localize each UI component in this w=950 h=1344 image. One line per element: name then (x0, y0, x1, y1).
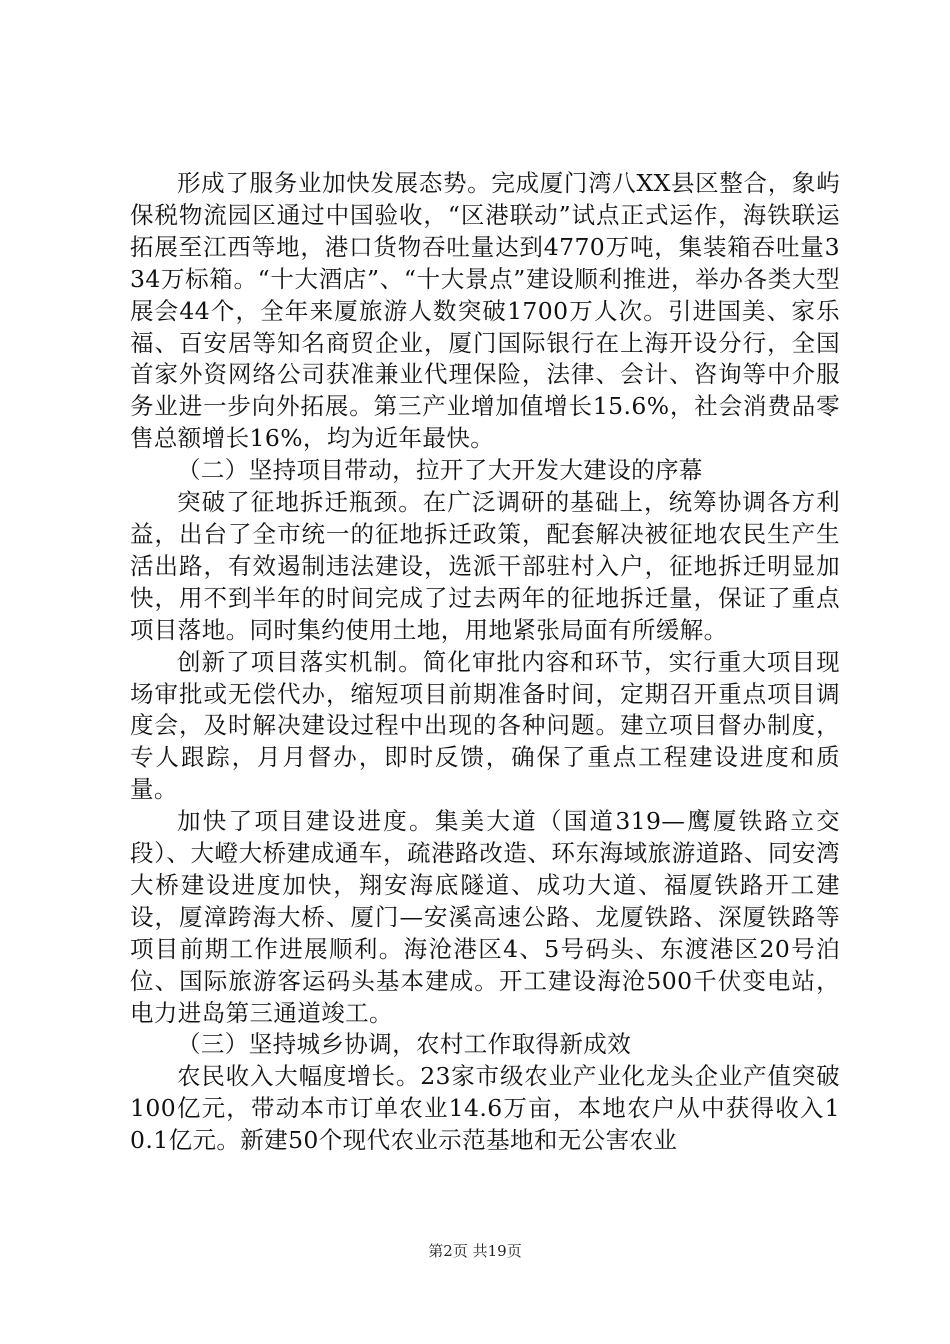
paragraph-land-acquisition: 突破了征地拆迁瓶颈。在广泛调研的基础上，统筹协调各方利益，出台了全市统一的征地拆迁政策，配套解决被征地农民生产生活出路，有效遏制违法建设，选派干部驻村入户，征地拆迁明显加快，用不到半年的时间完成了过去两年的征地拆迁量，保证了重点项目落地。同时集约使用土地，用地紧张局面有所缓解。 (130, 488, 840, 644)
paragraph-service-industry: 形成了服务业加快发展态势。完成厦门湾八XX县区整合，象屿保税物流园区通过中国验收，“区港联动”试点正式运作，海铁联运拓展至江西等地，港口货物吞吐量达到4770万吨，集装箱吞吐量334万标箱。“十大酒店”、“十大景点”建设顺利推进，举办各类大型展会44个，全年来厦旅游人数突破1700万人次。引进国美、家乐福、百安居等知名商贸企业，厦门国际银行在上海开设分行，全国首家外资网络公司获准兼业代理保险，法律、会计、咨询等中介服务业进一步向外拓展。第三产业增加值增长15.6%，社会消费品零售总额增长16%，均为近年最快。 (130, 169, 840, 453)
document-body (130, 168, 840, 1157)
section-heading-urban-rural: （三）坚持城乡协调，农村工作取得新成效 (177, 1030, 632, 1059)
paragraph-project-mechanism: 创新了项目落实机制。简化审批内容和环节，实行重大项目现场审批或无偿代办，缩短项目前期准备时间，定期召开重点项目调度会，及时解决建设过程中出现的各种问题。建立项目督办制度，专人跟踪，月月督办，即时反馈，确保了重点工程建设进度和质量。 (130, 647, 840, 804)
paragraph-project-progress: 加快了项目建设进度。集美大道（国道319—鹰厦铁路立交段）、大嶝大桥建成通车，疏港路改造、环东海域旅游道路、同安湾大桥建设进度加快，翔安海底隧道、成功大道、福厦铁路开工建设，厦漳跨海大桥、厦门—安溪高速公路、龙厦铁路、深厦铁路等项目前期工作进展顺利。海沧港区4、5号码头、东渡港区20号泊位、国际旅游客运码头基本建成。开工建设海沧500千伏变电站，电力进岛第三通道竣工。 (130, 807, 840, 1027)
paragraph-farmer-income: 农民收入大幅度增长。23家市级农业产业化龙头企业产值突破100亿元，带动本市订单农业14.6万亩，本地农户从中获得收入10.1亿元。新建50个现代农业示范基地和无公害农业 (130, 1062, 840, 1155)
section-heading-project-driven: （二）坚持项目带动，拉开了大开发大建设的序幕 (177, 456, 703, 485)
page-footer: 第2页 共19页 (428, 1242, 522, 1260)
